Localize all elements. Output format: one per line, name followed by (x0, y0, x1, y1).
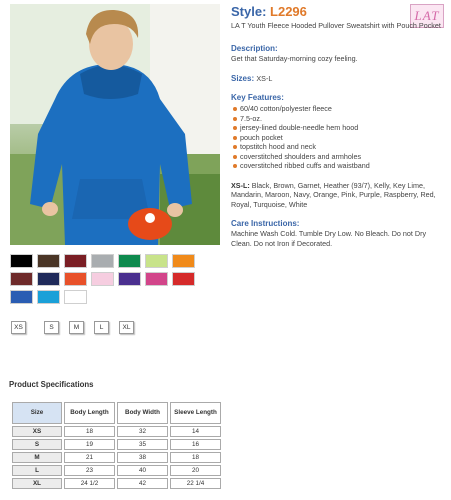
table-cell: 22 1/4 (170, 478, 221, 489)
table-row (12, 426, 221, 437)
youth-hoodie-illustration (10, 4, 220, 245)
feature-item: coverstitched shoulders and armholes (231, 152, 443, 162)
table-cell: 18 (64, 426, 115, 437)
color-swatch[interactable] (172, 254, 195, 268)
spec-header-sleeve-length: Sleeve Length (170, 402, 221, 424)
colors-paragraph (231, 181, 443, 210)
product-photo (10, 4, 220, 245)
table-cell: 35 (117, 439, 168, 450)
swatch-row (10, 254, 220, 268)
table-cell: L (12, 465, 62, 476)
table-row (12, 452, 221, 463)
table-cell: 42 (117, 478, 168, 489)
bullet-icon (233, 155, 237, 159)
table-cell: XS (12, 426, 62, 437)
table-cell: M (12, 452, 62, 463)
sizes-value: XS-L (256, 74, 273, 84)
style-heading (231, 4, 443, 20)
colors-range: XS-L: (231, 180, 250, 190)
size-button-xs[interactable]: XS (11, 321, 26, 334)
feature-item: pouch pocket (231, 133, 443, 143)
color-swatch[interactable] (91, 254, 114, 268)
color-swatch[interactable] (91, 272, 114, 286)
table-cell: 24 1/2 (64, 478, 115, 489)
spec-table (10, 400, 223, 491)
color-swatch[interactable] (37, 290, 60, 304)
color-swatch[interactable] (64, 290, 87, 304)
color-swatch[interactable] (37, 254, 60, 268)
spec-header-body-length: Body Length (64, 402, 115, 424)
bullet-icon (233, 164, 237, 168)
swatch-row (10, 290, 220, 304)
care-heading: Care Instructions: (231, 219, 300, 229)
color-swatch[interactable] (64, 272, 87, 286)
table-cell: 21 (64, 452, 115, 463)
care-text: Machine Wash Cold. Tumble Dry Low. No Bleach. Do not Dry Clean. Do not Iron if Decorated. (231, 229, 427, 249)
table-cell: 14 (170, 426, 221, 437)
feature-item: jersey-lined double-needle hem hood (231, 123, 443, 133)
color-swatch[interactable] (10, 254, 33, 268)
color-swatch[interactable] (145, 272, 168, 286)
table-cell: 19 (64, 439, 115, 450)
size-selector (10, 321, 134, 334)
brand-logo-text: LAT (414, 8, 440, 23)
bullet-icon (233, 117, 237, 121)
size-button-xl[interactable]: XL (119, 321, 134, 334)
color-swatch[interactable] (172, 272, 195, 286)
table-row (12, 439, 221, 450)
colors-list: Black, Brown, Garnet, Heather (93/7), Kelly, Key Lime, Mandarin, Maroon, Navy, Orange, Pink, Purple, Raspberry, Red, Royal, Turquoise, White (231, 180, 436, 209)
bullet-icon (233, 107, 237, 111)
bullet-icon (233, 136, 237, 140)
table-cell: S (12, 439, 62, 450)
color-swatch[interactable] (118, 272, 141, 286)
feature-item: topstitch hood and neck (231, 142, 443, 152)
table-row (12, 465, 221, 476)
color-swatch[interactable] (10, 272, 33, 286)
product-short-description: LA T Youth Fleece Hooded Pullover Sweatshirt with Pouch Pocket (231, 21, 441, 30)
table-cell: XL (12, 478, 62, 489)
feature-item: coverstitched ribbed cuffs and waistband (231, 161, 443, 171)
sizes-line (231, 74, 443, 84)
table-cell: 16 (170, 439, 221, 450)
swatch-row (10, 272, 220, 286)
description-text: Get that Saturday-morning cozy feeling. (231, 53, 358, 63)
color-swatch[interactable] (64, 254, 87, 268)
spec-header-row (12, 402, 221, 424)
spec-header-size: Size (12, 402, 62, 424)
description-heading: Description: (231, 43, 278, 53)
size-button-m[interactable]: M (69, 321, 84, 334)
table-cell: 32 (117, 426, 168, 437)
table-row (12, 478, 221, 489)
table-cell: 23 (64, 465, 115, 476)
size-button-s[interactable]: S (44, 321, 59, 334)
features-heading: Key Features: (231, 93, 284, 103)
bullet-icon (233, 145, 237, 149)
style-label: Style: (231, 4, 267, 19)
style-code: L2296 (270, 4, 307, 19)
spec-title: Product Specifications (9, 380, 94, 389)
features-list (231, 104, 443, 171)
table-cell: 40 (117, 465, 168, 476)
table-cell: 20 (170, 465, 221, 476)
spec-header-body-width: Body Width (117, 402, 168, 424)
feature-item: 60/40 cotton/polyester fleece (231, 104, 443, 114)
feature-item: 7.5-oz. (231, 114, 443, 124)
color-swatch[interactable] (10, 290, 33, 304)
color-swatch[interactable] (37, 272, 60, 286)
sizes-heading: Sizes: (231, 74, 255, 84)
color-swatch[interactable] (145, 254, 168, 268)
product-info (231, 4, 443, 249)
color-swatches (10, 254, 220, 308)
color-swatch[interactable] (118, 254, 141, 268)
table-cell: 38 (117, 452, 168, 463)
table-cell: 18 (170, 452, 221, 463)
size-button-l[interactable]: L (94, 321, 109, 334)
bullet-icon (233, 126, 237, 130)
